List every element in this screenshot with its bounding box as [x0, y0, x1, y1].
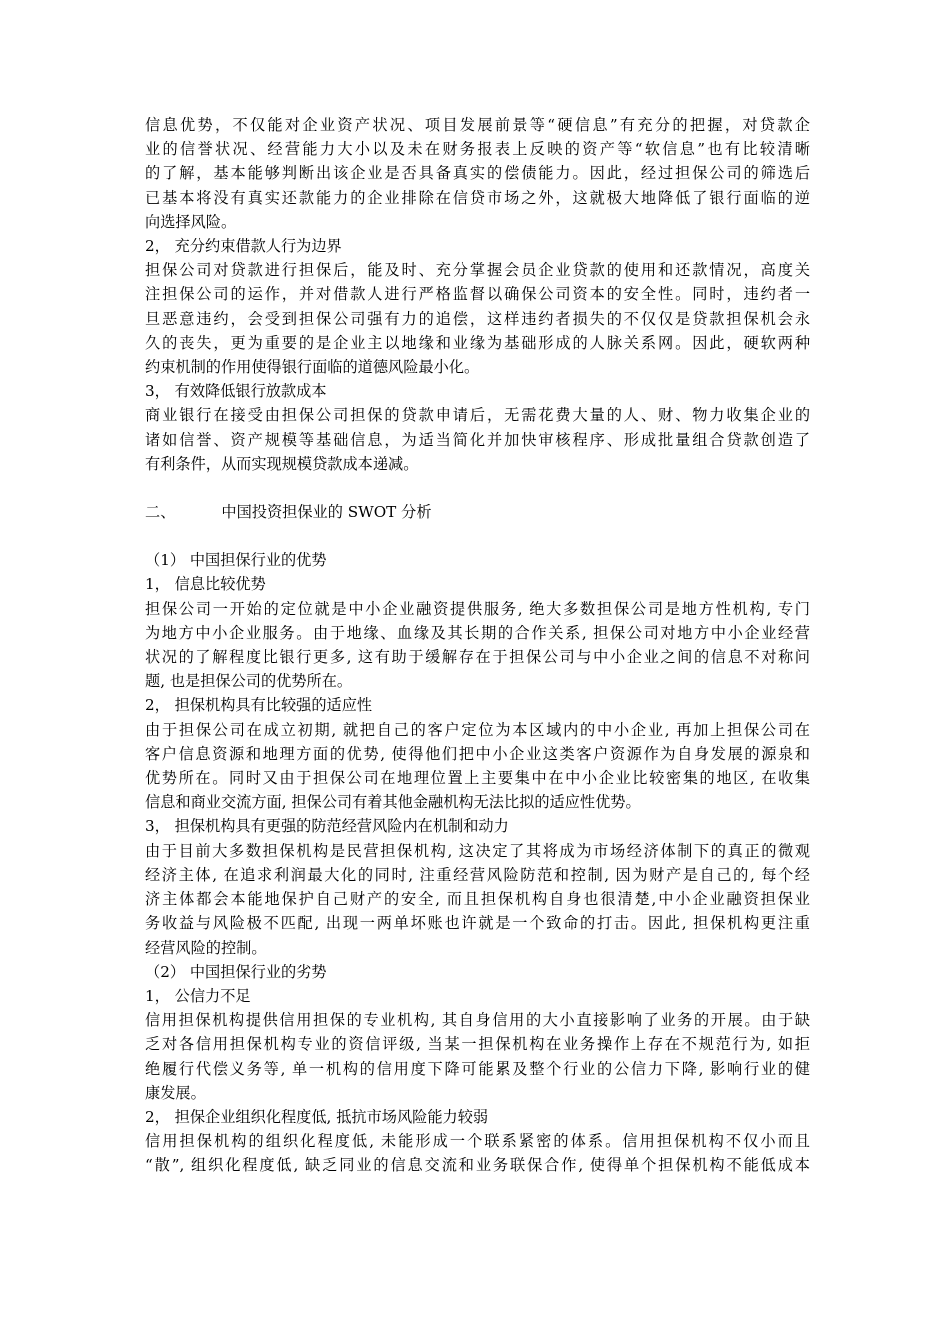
subheading-weaknesses: （2） 中国担保行业的劣势	[145, 962, 327, 981]
text-line: “散”, 组织化程度低, 缺乏同业的信息交流和业务联保合作, 使得单个担保机构不能低成本	[145, 1156, 810, 1175]
subheading-strengths: （1） 中国担保行业的优势	[145, 551, 327, 570]
text-line: 题, 也是担保公司的优势所在。	[145, 672, 353, 691]
text-line: 为地方中小企业服务。由于地缘、血缘及其长期的合作关系, 担保公司对地方中小企业经营	[145, 623, 810, 642]
text-line: 绝履行代偿义务等, 单一机构的信用度下降可能累及整个行业的公信力下降, 影响行业的健	[145, 1059, 810, 1078]
text-line: 商业银行在接受由担保公司担保的贷款申请后，无需花费大量的人、财、物力收集企业的	[145, 406, 810, 425]
paragraph-reduce-cost	[145, 403, 810, 476]
section-heading-swot	[145, 500, 810, 524]
document-body	[145, 113, 810, 1178]
text-line: 优势所在。同时又由于担保公司在地理位置上主要集中在中小企业比较密集的地区, 在收集	[145, 769, 810, 788]
heading-risk-mechanism: 3， 担保机构具有更强的防范经营风险内在机制和动力	[145, 817, 509, 836]
heading-organization: 2， 担保企业组织化程度低, 抵抗市场风险能力较弱	[145, 1107, 489, 1126]
paragraph-risk-mechanism	[145, 839, 810, 960]
text-line: 由于担保公司在成立初期, 就把自己的客户定位为本区域内的中小企业, 再加上担保公司在	[145, 720, 810, 739]
text-line: 注担保公司的运作，并对借款人进行严格监督以确保公司资本的安全性。同时，违约者一	[145, 285, 810, 304]
text-line: 信用担保机构提供信用担保的专业机构, 其自身信用的大小直接影响了业务的开展。由于缺	[145, 1011, 810, 1030]
paragraph-constrain-borrower	[145, 258, 810, 379]
text-line: 务收益与风险极不匹配, 出现一两单坏账也许就是一个致命的打击。因此, 担保机构更注重	[145, 914, 810, 933]
heading-constrain-borrower: 2， 充分约束借款人行为边界	[145, 237, 342, 256]
text-line: 由于目前大多数担保机构是民营担保机构, 这决定了其将成为市场经济体制下的真正的微观	[145, 841, 810, 860]
text-line: 信息和商业交流方面, 担保公司有着其他金融机构无法比拟的适应性优势。	[145, 793, 641, 812]
text-line: 久的丧失，更为重要的是企业主以地缘和业缘为基础形成的人脉关系网。因此，硬软两种	[145, 333, 810, 352]
text-line: 乏对各信用担保机构专业的资信评级, 当某一担保机构在业务操作上存在不规范行为, 如拒	[145, 1035, 810, 1054]
text-line: 状况的了解程度比银行更多, 这有助于缓解存在于担保公司与中小企业之间的信息不对称问	[145, 648, 810, 667]
text-line: 康发展。	[145, 1083, 206, 1102]
heading-information-comparative: 1， 信息比较优势	[145, 575, 266, 594]
blank-line	[145, 476, 810, 500]
text-line: 向选择风险。	[145, 212, 237, 231]
heading-credibility: 1， 公信力不足	[145, 986, 251, 1005]
text-line: 的了解，基本能够判断出该企业是否具备真实的偿债能力。因此，经过担保公司的筛选后	[145, 164, 810, 183]
blank-line	[145, 524, 810, 548]
paragraph-adaptability	[145, 718, 810, 815]
text-line: 信息优势，不仅能对企业资产状况、项目发展前景等“硬信息”有充分的把握，对贷款企	[145, 116, 810, 134]
text-line: 诸如信誉、资产规模等基础信息，为适当简化并加快审核程序、形成批量组合贷款创造了	[145, 430, 810, 449]
text-line: 经济主体, 在追求利润最大化的同时, 注重经营风险防范和控制, 因为财产是自己的, 每个经	[145, 865, 810, 884]
paragraph-credibility	[145, 1008, 810, 1105]
text-line: 已基本将没有真实还款能力的企业排除在信贷市场之外，这就极大地降低了银行面临的逆	[145, 188, 810, 207]
text-line: 有利条件，从而实现规模贷款成本递减。	[145, 454, 419, 473]
section-title: 中国投资担保业的 SWOT 分析	[221, 503, 432, 522]
text-line: 旦恶意违约，会受到担保公司强有力的追偿，这样违约者损失的不仅仅是贷款担保机会永	[145, 309, 810, 328]
text-line: 济主体都会本能地保护自己财产的安全, 而且担保机构自身也很清楚,中小企业融资担保业	[145, 890, 810, 909]
paragraph-information-comparative	[145, 597, 810, 694]
text-line: 约束机制的作用使得银行面临的道德风险最小化。	[145, 358, 480, 377]
text-line: 客户信息资源和地理方面的优势, 使得他们把中小企业这类客户资源作为自身发展的源泉和	[145, 744, 810, 763]
heading-adaptability: 2， 担保机构具有比较强的适应性	[145, 696, 373, 715]
text-line: 信用担保机构的组织化程度低, 未能形成一个联系紧密的体系。信用担保机构不仅小而且	[145, 1132, 810, 1151]
text-line: 担保公司对贷款进行担保后，能及时、充分掌握会员企业贷款的使用和还款情况，高度关	[145, 261, 810, 280]
paragraph-information-advantage	[145, 113, 810, 234]
section-number: 二、	[145, 503, 176, 522]
heading-reduce-cost: 3， 有效降低银行放款成本	[145, 382, 327, 401]
text-line: 业的信誉状况、经营能力大小以及未在财务报表上反映的资产等“软信息”也有比较清晰	[145, 140, 810, 159]
text-line: 担保公司一开始的定位就是中小企业融资提供服务, 绝大多数担保公司是地方性机构, 专门	[145, 599, 810, 618]
text-line: 经营风险的控制。	[145, 938, 267, 957]
paragraph-organization	[145, 1129, 810, 1177]
